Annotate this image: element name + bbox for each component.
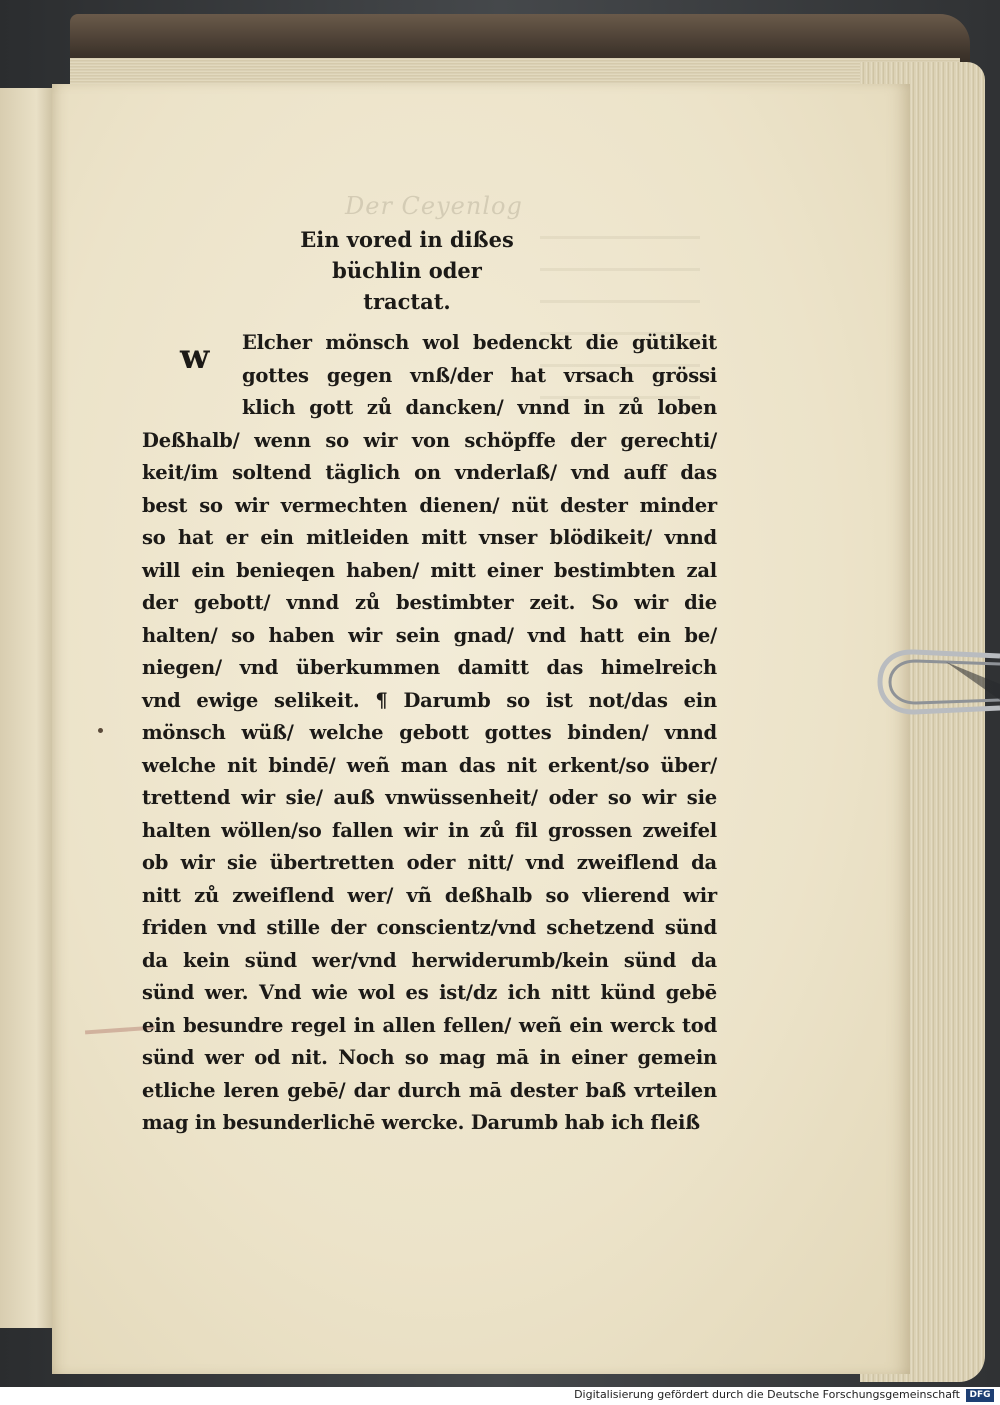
chapter-heading xyxy=(207,224,607,317)
text-line: so hat er ein mitleiden mitt vnser blödikeit/ vnnd xyxy=(142,526,717,549)
text-line: Elcher mönsch wol bedenckt die gütikeit xyxy=(242,331,717,354)
heading-line: Ein vored in dißes xyxy=(300,227,514,252)
text-line: ob wir sie übertretten oder nitt/ vnd zweiflend da xyxy=(142,851,717,874)
ink-spot xyxy=(98,728,103,733)
text-line: etliche leren gebē/ dar durch mā dester baß vrteilen xyxy=(142,1078,717,1102)
text-line: best so wir vermechten dienen/ nüt dester minder xyxy=(142,493,717,517)
text-line: keit/im soltend täglich on vnderlaß/ vnd auff das xyxy=(142,461,717,484)
initial-letter: w xyxy=(180,337,210,377)
text-line: halten/ so haben wir sein gnad/ vnd hatt ein be/ xyxy=(142,623,717,647)
text-line: sünd wer. Vnd wie wol es ist/dz ich nitt künd gebē xyxy=(142,981,717,1004)
text-line: ein besundre regel in allen fellen/ weñ ein werck tod xyxy=(142,1013,717,1037)
text-line: sünd wer od nit. Noch so mag mā in einer gemein xyxy=(142,1046,717,1069)
text-line: niegen/ vnd überkummen damitt das himelreich xyxy=(142,656,717,679)
text-line: halten wöllen/so fallen wir in zů fil grossen zweifel xyxy=(142,818,717,842)
heading-line: tractat. xyxy=(363,289,451,314)
body-text xyxy=(142,327,717,1140)
text-line: friden vnd stille der conscientz/vnd schetzend sünd xyxy=(142,916,717,939)
text-line: welche nit bindē/ weñ man das nit erkent/so über/ xyxy=(142,753,717,777)
dfg-logo: DFG xyxy=(966,1389,994,1402)
text-line: der gebott/ vnnd zů bestimbter zeit. So wir die xyxy=(142,591,717,614)
paper-clip-icon xyxy=(876,648,1000,718)
text-line: Deßhalb/ wenn so wir von schöpffe der gerechti/ xyxy=(142,428,717,452)
text-line: gottes gegen vnß/der hat vrsach grössi xyxy=(242,363,717,387)
text-line: nitt zů zweiflend wer/ vñ deßhalb so vlierend wir xyxy=(142,883,717,907)
bleed-through-text: Der Ceyenlog xyxy=(345,192,523,220)
funding-notice: Digitalisierung gefördert durch die Deutsche Forschungsgemeinschaft xyxy=(574,1388,960,1401)
text-line: da kein sünd wer/vnd herwiderumb/kein sünd da xyxy=(142,948,717,972)
text-line: mag in besunderlichē wercke. Darumb hab ich fleiß xyxy=(142,1111,700,1134)
adjacent-left-page xyxy=(0,88,54,1328)
text-line: trettend wir sie/ auß vnwüssenheit/ oder so wir sie xyxy=(142,786,717,809)
text-line: mönsch wüß/ welche gebott gottes binden/ vnnd xyxy=(142,721,717,744)
text-line: will ein benieqen haben/ mitt einer bestimbten zal xyxy=(142,558,717,582)
heading-line: büchlin oder xyxy=(332,258,482,283)
printed-text-block xyxy=(142,224,717,1140)
text-line: vnd ewige selikeit. ¶ Darumb so ist not/das ein xyxy=(142,688,717,712)
footer-bar xyxy=(0,1387,1000,1405)
text-line: klich gott zů dancken/ vnnd in zů loben xyxy=(242,396,717,419)
